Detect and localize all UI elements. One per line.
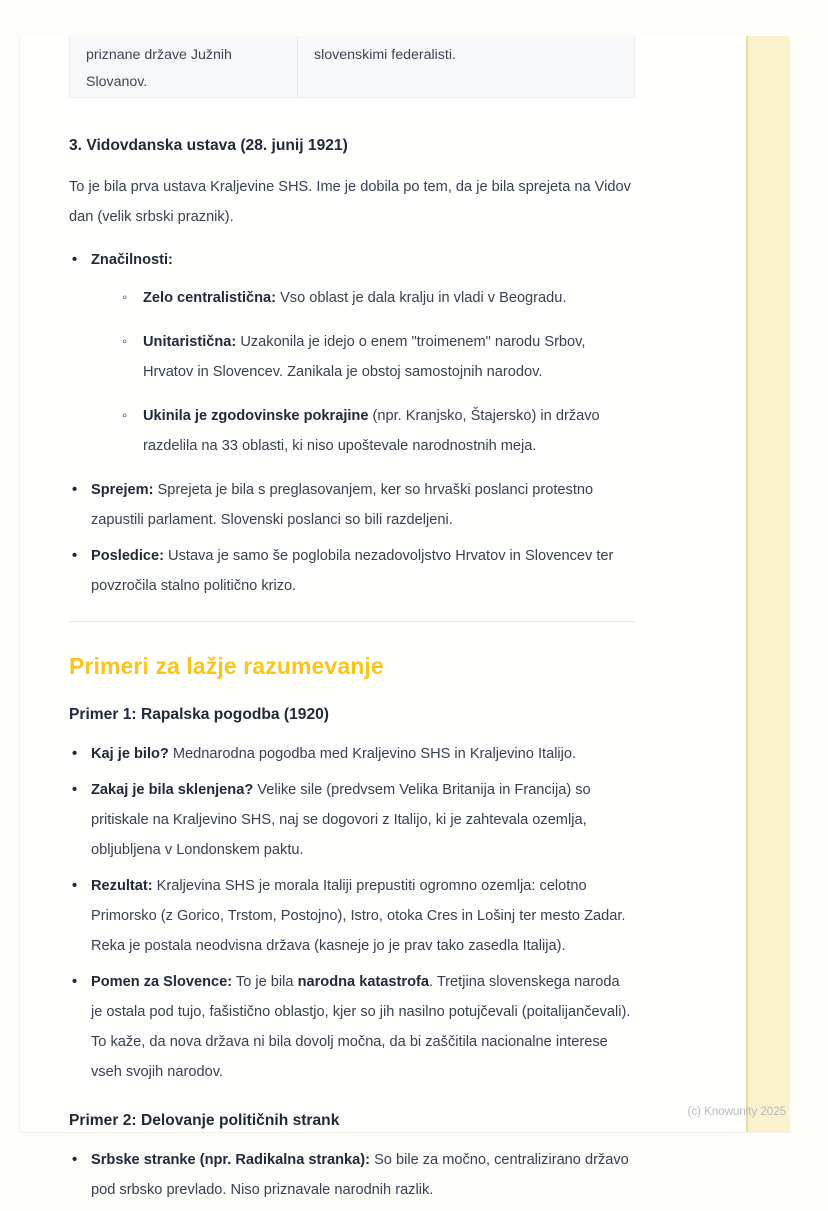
text-segment: (npr. Kranjsko, Štajersko) in državo razdelila na 33 oblasti, ki niso upoštevale narodnostnih meja.: [143, 408, 600, 454]
primer1-list: [69, 739, 635, 1087]
text-segment: So bile za močno, centralizirano državo pod srbsko prevlado. Niso priznavale narodnih razlik.: [91, 1152, 629, 1198]
text-segment: Pomen za Slovence:: [91, 974, 233, 990]
list-item: [69, 871, 635, 961]
list-item: [69, 1145, 635, 1205]
table-cell-left: priznane države Južnih Slovanov.: [69, 36, 297, 98]
text-segment: Sprejeta je bila s preglasovanjem, ker so hrvaški poslanci protestno zapustili parlament. Slovenski poslanci so bili razdeljeni.: [91, 482, 594, 528]
document-page: [19, 36, 790, 1198]
primer2-heading: Primer 2: Delovanje političnih strank: [69, 1112, 340, 1129]
list-item: [69, 541, 635, 601]
text-segment: Unitaristična:: [143, 334, 237, 350]
section-heading-primeri: Primeri za lažje razumevanje: [69, 653, 384, 679]
sub-list: [91, 283, 635, 461]
text-segment: Ustava je samo še poglobila nezadovoljstvo Hrvatov in Slovencev ter povzročila stalno politično krizo.: [91, 548, 614, 594]
list-item: [121, 327, 635, 387]
table-row: [69, 36, 635, 98]
intro-paragraph: To je bila prva ustava Kraljevine SHS. Ime je dobila po tem, da je bila sprejeta na Vidov dan (velik srbski praznik).: [69, 179, 631, 225]
list-item: [69, 775, 635, 865]
text-segment: Značilnosti:: [91, 252, 173, 268]
page-accent-strip: [746, 36, 789, 1132]
text-segment: . Tretjina slovenskega naroda je ostala pod tujo, fašistično oblastjo, kjer so jih nasilno potujčevali (poitalijančevali). To kaže, da nova država ni bila dovolj močna, da bi zaščitila nacionalne interese vseh svojih narodov.: [91, 974, 631, 1080]
text-segment: Kaj je bilo?: [91, 746, 169, 762]
page-content: [69, 36, 635, 1211]
watermark: (c) Knowunity 2025: [687, 1106, 786, 1118]
list-item: [121, 283, 635, 313]
list-item: [69, 245, 635, 461]
text-segment: Posledice:: [91, 548, 164, 564]
text-segment: Uzakonila je idejo o enem "troimenem" narodu Srbov, Hrvatov in Slovencev. Zanikala je obstoj samostojnih narodov.: [143, 334, 586, 380]
vidovdanska-list: [69, 245, 635, 601]
table-cell-right: slovenskimi federalisti.: [297, 36, 635, 98]
list-item: [121, 401, 635, 461]
text-segment: Mednarodna pogodba med Kraljevino SHS in Kraljevino Italijo.: [168, 746, 577, 762]
text-segment: Kraljevina SHS je morala Italiji prepustiti ogromno ozemlja: celotno Primorsko (z Gorico, Trstom, Postojno), Istro, otoka Cres in Lošinj ter mesto Zadar. Reka je postala neodvisna država (kasneje jo je prav tako zasedla Italija).: [91, 878, 626, 954]
section-divider: [69, 621, 635, 622]
text-segment: Rezultat:: [91, 878, 153, 894]
list-item: [69, 475, 635, 535]
list-item: [69, 739, 635, 769]
text-segment: Sprejem:: [91, 482, 154, 498]
text-segment: To je bila: [232, 974, 298, 990]
text-segment: Velike sile (predvsem Velika Britanija in Francija) so pritiskale na Kraljevino SHS, naj se dogovori z Italijo, ki je zahtevala ozemlja, obljubljena v Londonskem paktu.: [91, 782, 591, 858]
text-segment: Zakaj je bila sklenjena?: [91, 782, 254, 798]
primer1-heading: Primer 1: Rapalska pogodba (1920): [69, 706, 329, 723]
text-segment: Vso oblast je dala kralju in vladi v Beogradu.: [276, 290, 567, 306]
text-segment: Ukinila je zgodovinske pokrajine: [143, 408, 369, 424]
text-segment: narodna katastrofa: [297, 974, 429, 990]
section-heading-vidovdanska: 3. Vidovdanska ustava (28. junij 1921): [69, 137, 348, 154]
text-segment: Zelo centralistična:: [143, 290, 277, 306]
text-segment: Srbske stranke (npr. Radikalna stranka):: [91, 1152, 371, 1168]
list-item: [69, 967, 635, 1087]
primer2-list: [69, 1145, 635, 1205]
